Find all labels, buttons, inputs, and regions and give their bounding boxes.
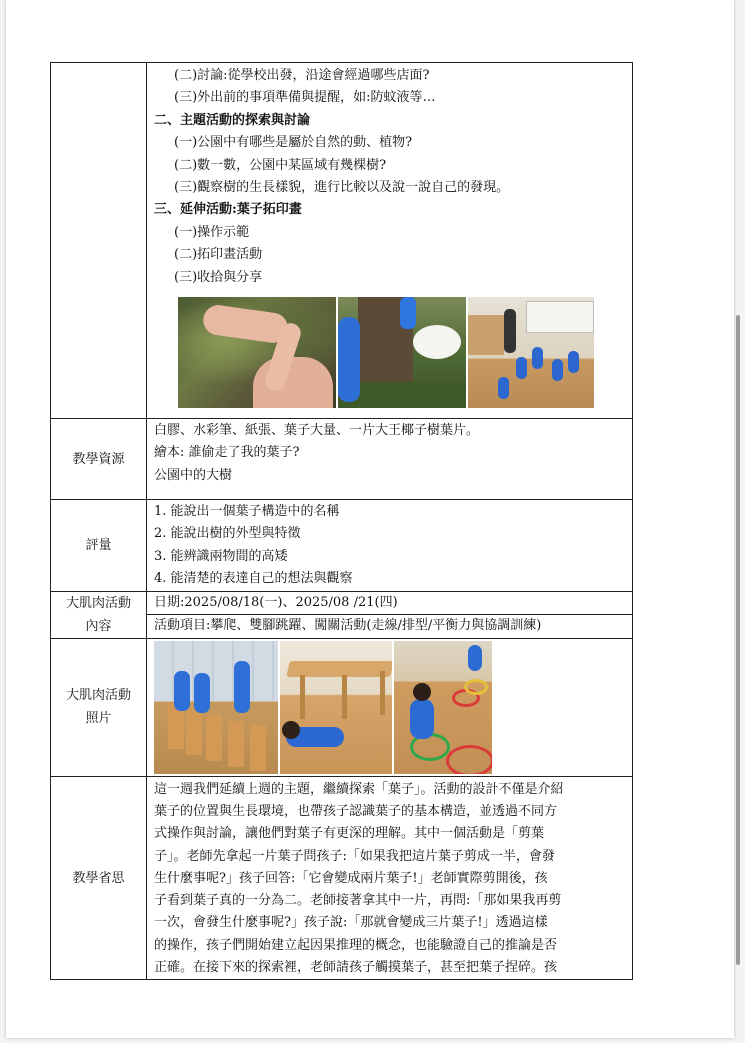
outline-line: (二)討論:從學校出發，沿途會經過哪些店面? [174,68,430,83]
reflection-line: 這一週我們延續上週的主題，繼續探索「葉子」。活動的設計不僅是介紹 [154,781,564,797]
table-row [51,419,633,500]
table-row [51,776,633,980]
outline-line: (一)操作示範 [174,224,250,240]
row-label-empty [51,63,147,419]
label-line: 照片 [85,711,112,727]
resource-line: 公園中的大樹 [154,467,233,483]
activity-date: 日期:2025/08/18(一)、2025/08 /21(四) [154,594,398,610]
gross-motor-photos [154,641,626,774]
label-line: 大肌肉活動 [65,688,131,704]
activity-outline-cell [147,63,633,419]
assessment-item: 1. 能說出一個葉子構造中的名稱 [154,504,340,520]
activity-photos [178,297,626,408]
table-row [51,500,633,592]
outline-line: (三)收拾與分享 [174,269,263,285]
outline-line: (二)拓印畫活動 [174,247,263,263]
photo-finger-touching-moss [178,297,336,408]
table-row [51,638,633,776]
table-row [51,63,633,419]
assessment-item: 3. 能辨識兩物間的高矮 [154,548,288,564]
assessment-item: 2. 能說出樹的外型與特徵 [154,526,301,542]
label-line: 內容 [85,618,112,634]
reflection-line: 式操作與討論，讓他們對葉子有更深的理解。其中一個活動是「剪葉 [154,826,545,842]
photo-classroom-discussion [468,297,594,408]
resource-line: 繪本: 誰偷走了我的葉子? [154,445,300,461]
section-heading: 二、主題活動的探索與討論 [154,112,311,128]
photo-hoop-jumping [394,641,492,774]
resource-line: 白膠、水彩筆、紙張、葉子大量、一片大王椰子樹葉片。 [154,423,480,439]
photo-chair-climbing [154,641,278,774]
gross-motor-items-cell [147,615,633,639]
reflection-line: 一次，會發生什麼事呢?」孩子說:「那就會變成三片葉子!」透過這樣 [154,915,548,931]
activity-items: 活動項目:攀爬、雙腳跳躍、闖關活動(走線/排型/平衡力與協調訓練) [154,618,542,634]
reflection-line: 子看到葉子真的一分為二。老師接著拿其中一片，再問:「那如果我再剪 [154,893,562,909]
photo-crawling-under-table [280,641,392,774]
assessment-item: 4. 能清楚的表達自己的想法與觀察 [154,571,353,587]
scrollbar-thumb[interactable] [736,315,740,965]
gross-motor-photos-cell [147,638,633,776]
row-label-gross-motor-photos [51,638,147,776]
row-label-gross-motor-content [51,591,147,638]
gross-motor-date-cell [147,591,633,615]
reflection-line: 正確。在接下來的探索裡，老師請孩子觸摸葉子，甚至把葉子捏碎。孩 [154,960,558,976]
lesson-plan-table [50,62,633,980]
reflection-line: 葉子的位置與生長環境，也帶孩子認識葉子的基本構造，並透過不同方 [154,803,558,819]
section-heading: 三、延伸活動:葉子拓印畫 [154,202,302,218]
label-line: 大肌肉活動 [65,595,131,611]
resources-cell [147,419,633,500]
scrollbar[interactable] [737,0,743,1043]
row-label-resources: 教學資源 [51,419,147,500]
photo-children-observing-tree [338,297,466,408]
table-row [51,591,633,615]
assessment-cell [147,500,633,592]
row-label-assessment: 評量 [51,500,147,592]
reflection-line: 生什麼事呢?」孩子回答:「它會變成兩片葉子!」老師實際剪開後，孩 [154,870,548,886]
reflection-cell [147,776,633,980]
outline-line: (三)觀察樹的生長樣貌，進行比較以及說一說自己的發現。 [174,180,510,196]
outline-line: (一)公園中有哪些是屬於自然的動、植物? [174,135,413,151]
outline-line: (三)外出前的事項準備與提醒，如:防蚊液等… [174,90,436,106]
outline-line: (二)數一數，公園中某區域有幾棵樹? [174,157,387,173]
reflection-line: 的操作，孩子們開始建立起因果推理的概念，也能驗證自己的推論是否 [154,937,558,953]
document-page [6,0,734,1038]
reflection-line: 子」。老師先拿起一片葉子問孩子:「如果我把這片葉子剪成一半，會發 [154,848,555,864]
row-label-reflection: 教學省思 [51,776,147,980]
